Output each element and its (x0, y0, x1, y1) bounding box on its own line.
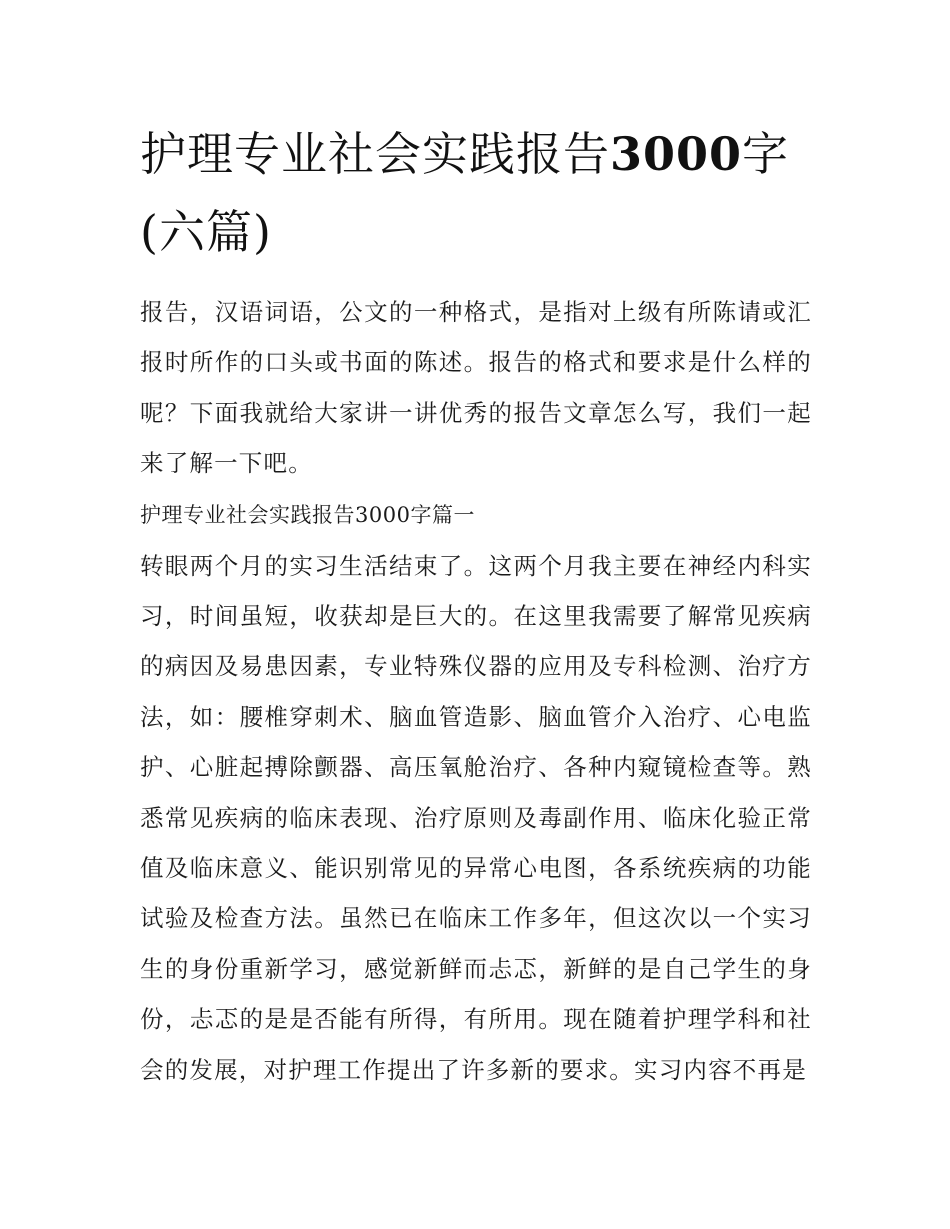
intro-paragraph: 报告，汉语词语，公文的一种格式，是指对上级有所陈请或汇报时所作的口头或书面的陈述。报告的格式和要求是什么样的呢？下面我就给大家讲一讲优秀的报告文章怎么写，我们一起来了解一下吧。 (140, 298, 812, 478)
document-title (140, 115, 812, 271)
title-number: 3000 (610, 127, 743, 181)
title-suffix: 字(六篇) (140, 127, 790, 259)
section-heading: 护理专业社会实践报告3000字篇一 (140, 502, 475, 527)
body-paragraph: 转眼两个月的实习生活结束了。这两个月我主要在神经内科实习，时间虽短，收获却是巨大的。在这里我需要了解常见疾病的病因及易患因素，专业特殊仪器的应用及专科检测、治疗方法，如：腰椎穿刺术、脑血管造影、脑血管介入治疗、心电监护、心脏起搏除颤器、高压氧舱治疗、各种内窥镜检查等。熟悉常见疾病的临床表现、治疗原则及毒副作用、临床化验正常值及临床意义、能识别常见的异常心电图，各系统疾病的功能试验及检查方法。虽然已在临床工作多年，但这次以一个实习生的身份重新学习，感觉新鲜而忐忑，新鲜的是自己学生的身份，忐忑的是是否能有所得，有所用。现在随着护理学科和社会的发展，对护理工作提出了许多新的要求。实习内容不再是 (140, 551, 812, 1084)
document-content (140, 115, 812, 1095)
title-prefix: 护理专业社会实践报告 (140, 127, 610, 181)
